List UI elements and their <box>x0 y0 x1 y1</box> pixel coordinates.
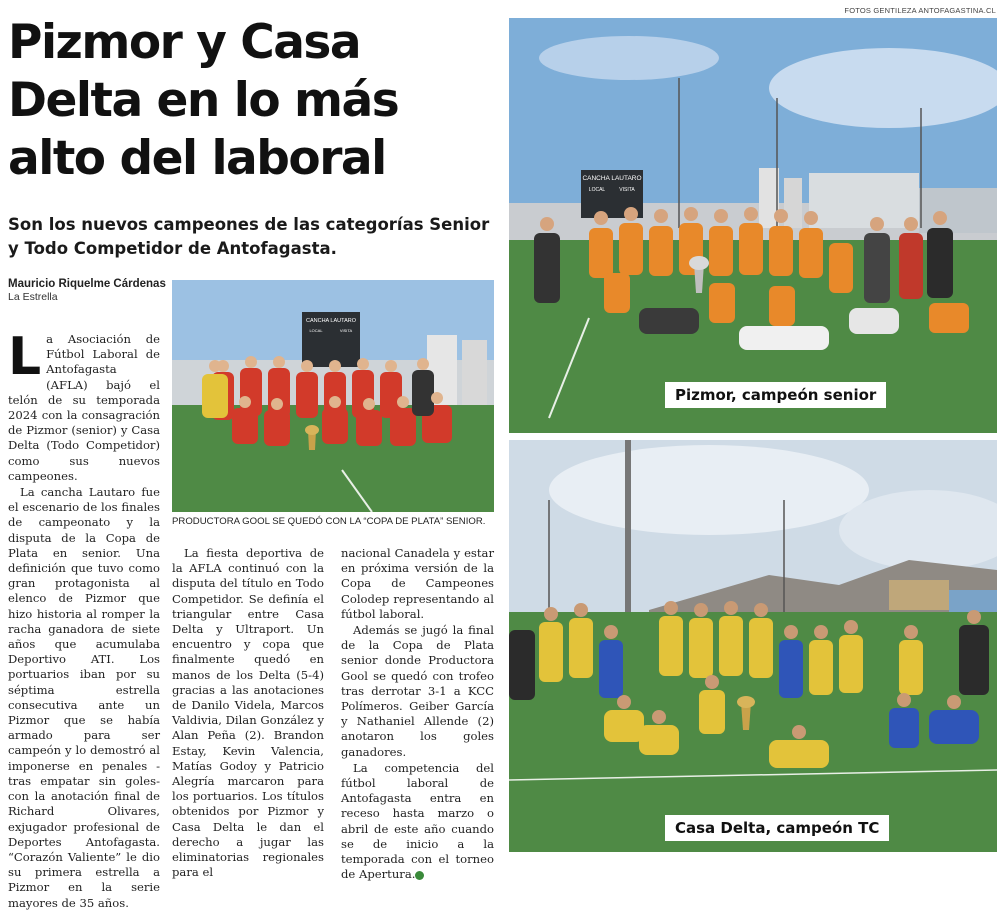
scoreboard-local: LOCAL <box>309 328 323 333</box>
photo-caption: PRODUCTORA GOOL SE QUEDÓ CON LA “COPA DE PLATA” SENIOR. <box>172 516 486 527</box>
photo-casa-delta <box>509 440 997 852</box>
paragraph: Además se jugó la final de la Copa de Plata senior donde Productora Gool se quedó con trofeo tras derrotar 3-1 a KCC Polímeros. Geiber García y Nathaniel Allende (2) anotaron los goles ganadores. <box>341 623 494 759</box>
paragraph: La competencia del fútbol laboral de Antofagasta entra en receso hasta marzo o abril de este año cuando se de inicio a la temporada con el torneo de Apertura. ✪ <box>341 760 494 882</box>
photo-productora-gool <box>172 280 494 512</box>
paragraph: La fiesta deportiva de la AFLA continuó con la disputa del título en Todo Competidor. Se definía el triangular entre Casa Delta y Ultraport. Un encuentro y copa que finalmente quedó en manos de los Delta (5-4) gracias a las anotaciones de Danilo Videla, Marcos Valdivia, Dilan González y Alan Peña (2). Brandon Estay, Kevin Valencia, Matías Godoy y Patricio Alegría marcaron para los portuarios. Los títulos obtenidos por Pizmor y Casa Delta le dan el derecho a jugar las eliminatorias regionales para el <box>172 546 325 880</box>
headline: Pizmor y Casa Delta en lo más alto del laboral <box>8 15 399 186</box>
scoreboard-visita: VISITA <box>339 328 353 333</box>
end-of-article-icon: ✪ <box>415 871 424 880</box>
scoreboard-visita: VISITA <box>619 187 635 193</box>
scoreboard-local: LOCAL <box>588 187 606 193</box>
photo-label-pizmor: Pizmor, campeón senior <box>665 382 886 408</box>
paragraph: nacional Canadela y estar en próxima versión de la Copa de Campeones Colodep representando al fútbol laboral. <box>341 546 494 621</box>
team-photo-image <box>509 18 997 433</box>
paragraph: La Asociación de Fútbol Laboral de Antofagasta (AFLA) bajó el telón de su temporada 2024 con la consagración de Pizmor (senior) y Casa Delta (Todo Competidor) como sus nuevos campeones. <box>8 327 160 483</box>
photo-pizmor <box>509 18 997 433</box>
subheadline: Son los nuevos campeones de las categorías Senior y Todo Competidor de Antofagasta. <box>8 215 490 258</box>
drop-cap: L <box>8 327 42 387</box>
article-column-3 <box>341 546 494 883</box>
publication-name: La Estrella <box>8 291 58 303</box>
scoreboard-title: CANCHA LAUTARO <box>305 318 357 324</box>
paragraph: La cancha Lautaro fue el escenario de los finales de campeonato y la disputa de la Copa de Plata en senior. Una definición que tuvo como gran protagonista al elenco de Pizmor que hizo historia al romper la racha ganadora de siete años que acumulaba Deportivo ATI. Los portuarios iban por su séptima estrella consecutiva ante un Pizmor que se había armado para ser campeón y lo demostró al imponerse en penales -tras empatar sin goles- con la anotación final de Richard Olivares, exjugador profesional de Deportes Antofagasta. “Corazón Valiente” le dio su primera estrella a Pizmor en la serie mayores de 35 años. <box>8 485 160 910</box>
scoreboard-title: CANCHA LAUTARO <box>582 175 642 182</box>
team-photo-image <box>172 280 494 512</box>
article-column-2 <box>172 546 324 881</box>
photo-label-casa-delta: Casa Delta, campeón TC <box>665 815 889 841</box>
team-photo-image <box>509 440 997 852</box>
article-column-1 <box>8 327 160 912</box>
photo-credit: FOTOS GENTILEZA ANTOFAGASTINA.CL <box>844 6 996 15</box>
author-name: Mauricio Riquelme Cárdenas <box>8 278 166 290</box>
